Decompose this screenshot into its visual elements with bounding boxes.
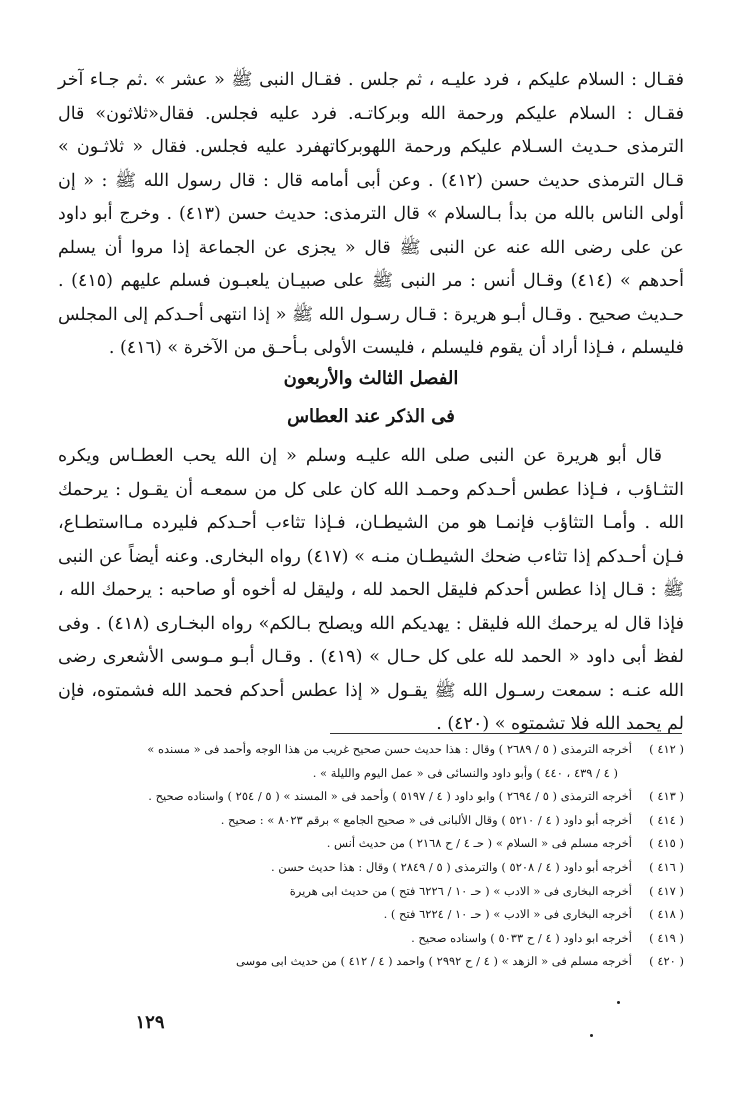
footnote-number: ( ٤١٢ ) <box>649 742 684 756</box>
footnote-item <box>80 903 684 927</box>
footnote-item <box>80 880 684 904</box>
paragraph-greeting-hadith: فقـال : السلام عليكم ، فرد عليـه ، ثم جلس . فقـال النبى ﷺ « عشر » .ثم جـاء آخر فقـال : السلام عليكم ورحمة الله وبركاتـه. فرد عليه فجلس. فقال«ثلاثون» قال الترمذى حـديث السـلام عليكم ورحمة اللهوبركاتهفرد عليه فجلس. فقال « ثلاثـون » قـال الترمذى حديث حسن (٤١٢) . وعن أبى أمامه قال : قال رسول الله ﷺ : « إن أولى الناس بالله من بدأ بـالسلام » قال الترمذى: حديث حسن (٤١٣) . وخرج أبو داود عن على رضى الله عنه عن النبى ﷺ قال « يجزى عن الجماعة إذا مروا أن يسلم أحدهم » (٤١٤) وقـال أنس : مر النبى ﷺ على صبيـان يلعبـون فسلم عليهم (٤١٥) . حـديث صحيح . وقـال أبـو هريرة : قـال رسـول الله ﷺ « إذا انتهى أحـدكم إلى المجلس فليسلم ، فـإذا أراد أن يقوم فليسلم ، فليست الأولى بـأحـق من الآخرة » (٤١٦) . <box>58 70 684 358</box>
footnote-item <box>80 950 684 974</box>
footnote-number: ( ٤١٤ ) <box>649 812 684 827</box>
footnote-text: أخرجه مسلم فى « الزهد » ( ٤ / ح ٢٩٩٢ ) واحمد ( ٤ / ٤١٢ ) من حديث ابى موسى <box>235 954 632 969</box>
footnote-text: أخرجه أبو داود ( ٤ / ٥٢٠٨ ) والترمذى ( ٥ / ٢٨٤٩ ) وقال : هذا حديث حسن . <box>270 859 632 874</box>
footnote-number: ( ٤١٦ ) <box>649 859 684 874</box>
chapter-heading: الفصل الثالث والأربعون <box>283 368 459 389</box>
footnote-item <box>80 785 684 809</box>
footnote-item <box>80 738 684 762</box>
footnote-item <box>80 856 684 880</box>
footnote-divider <box>330 733 682 734</box>
main-text-sneezing <box>58 440 684 742</box>
footnote-item <box>80 832 684 856</box>
scan-speck <box>617 1001 620 1004</box>
footnote-number: ( ٤٢٠ ) <box>649 954 684 969</box>
scan-speck <box>590 1034 593 1037</box>
footnote-text: أخرجه البخارى فى « الادب » ( حـ ١٠ / ٦٢٢٦ فتح ) من حديث ابى هريرة <box>289 883 632 898</box>
footnote-number: ( ٤١٧ ) <box>649 883 684 898</box>
footnotes <box>80 738 684 974</box>
footnote-text: أخرجه ابو داود ( ٤ / ح ٥٠٣٣ ) واسناده صحيح . <box>411 930 632 945</box>
footnote-item <box>80 762 684 786</box>
footnote-text: أخرجه مسلم فى « السلام » ( حـ ٤ / ح ٢١٦٨ ) من حديث أنس . <box>326 836 632 851</box>
footnote-number: ( ٤١٨ ) <box>649 907 684 922</box>
footnote-text: أخرجه الترمذى ( ٥ / ٢٦٨٩ ) وقال : هذا حديث حسن صحيح غريب من هذا الوجه وأحمد فى « مسنده » <box>147 742 632 756</box>
section-heading: فى الذكر عند العطاس <box>287 406 455 427</box>
footnote-number: ( ٤١٥ ) <box>649 836 684 851</box>
page-number: ١٢٩ <box>135 1012 165 1033</box>
main-text <box>58 64 684 366</box>
footnote-text: ( ٤ / ٤٣٩ ، ٤٤٠ ) وأبو داود والنسائى فى « عمل اليوم والليلة » . <box>312 765 618 780</box>
footnote-text: أخرجه البخارى فى « الادب » ( حـ ١٠ / ٦٢٢٤ فتح ) . <box>383 907 632 922</box>
footnote-number: ( ٤١٣ ) <box>649 789 684 804</box>
footnote-text: أخرجه أبو داود ( ٤ / ٥٢١٠ ) وقال الألبانى فى « صحيح الجامع » برقم ٨٠٢٣ » : صحيح . <box>220 812 632 827</box>
footnote-text: أخرجه الترمذى ( ٥ / ٢٦٩٤ ) وابو داود ( ٤ / ٥١٩٧ ) وأحمد فى « المسند » ( ٥ / ٢٥٤ ) واسناده صحيح . <box>148 789 632 804</box>
footnote-item <box>80 927 684 951</box>
footnote-number: ( ٤١٩ ) <box>649 930 684 945</box>
paragraph-sneezing-hadith: قال أبو هريرة عن النبى صلى الله عليـه وسلم « إن الله يحب العطـاس ويكره التثـاؤب ، فـإذا عطس أحـدكم وحمـد الله كان على كل من سمعـه أن يقـول : يرحمك الله . وأمـا التثاؤب فإنمـا هو من الشيطـان، فـإذا تثاءب أحـدكم فليرده مـااستطـاع، فـإن أحـدكم إذا تثاءب ضحك الشيطـان منـه » (٤١٧) رواه البخارى. وعنه أيضاً عن النبى ﷺ : قـال إذا عطس أحدكم فليقل الحمد لله ، وليقل له أخوه أو صاحبه : يرحمك الله ، فإذا قال له يرحمك الله فليقل : يهديكم الله ويصلح بـالكم» رواه البخـارى (٤١٨) . وفى لفظ أبى داود « الحمد لله على كل حـال » (٤١٩) . وقـال أبـو مـوسى الأشعرى رضى الله عنـه : سمعت رسـول الله ﷺ يقـول « إذا عطس أحدكم فحمد الله فشمتوه، فإن لم يحمد الله فلا تشمتوه » (٤٢٠) . <box>58 446 684 734</box>
footnote-item <box>80 809 684 833</box>
